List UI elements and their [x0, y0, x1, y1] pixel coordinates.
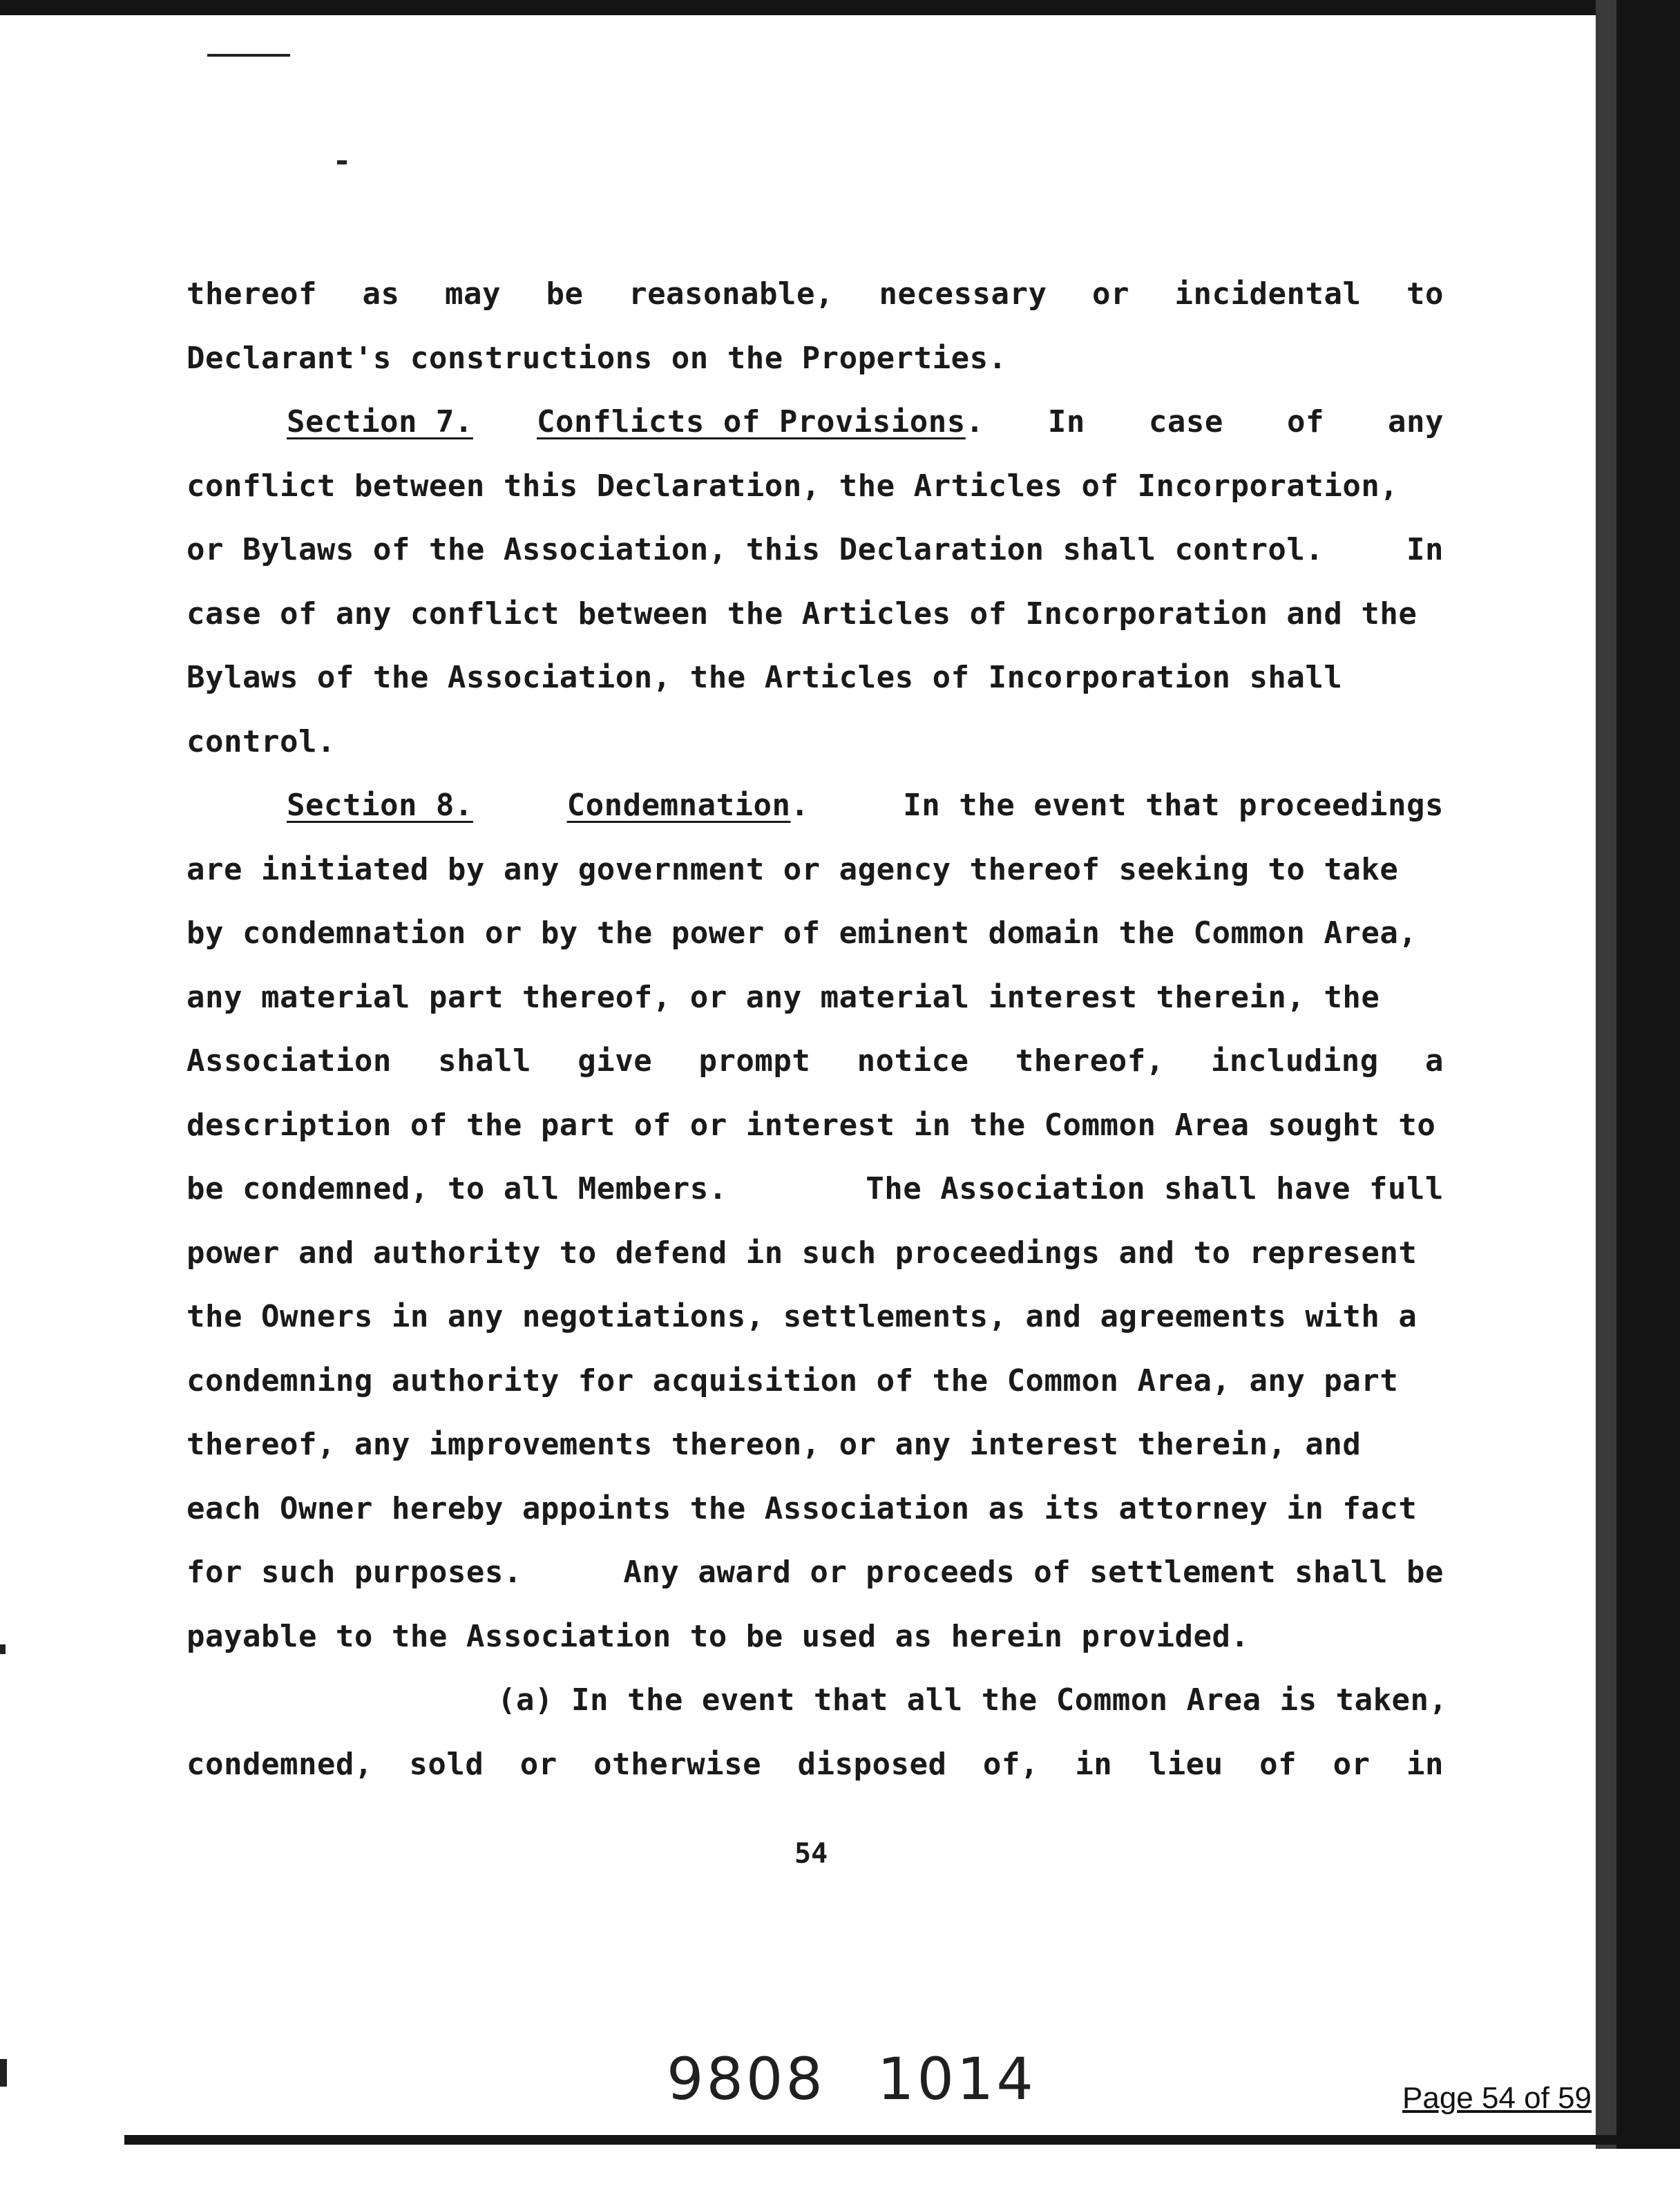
scan-border-bottom: [124, 2135, 1680, 2145]
page-number: 54: [794, 1838, 828, 1870]
section-7-number: Section 7.: [287, 404, 473, 439]
text-line: thereof as may be reasonable, necessary or incidental to: [187, 276, 1444, 312]
scan-border-right-shadow: [1596, 0, 1616, 2149]
section-8-heading-line: Section 8. Condemnation. In the event that proceedings: [187, 774, 1444, 838]
document-body: [187, 263, 1448, 1796]
text-line: conflict between this Declaration, the Articles of Incorporation,: [187, 468, 1399, 504]
scan-border-top: [0, 0, 1680, 15]
scan-speck: [207, 54, 290, 57]
text-line: for such purposes. Any award or proceeds of settlement shall be: [187, 1555, 1444, 1590]
text-line: Bylaws of the Association, the Articles of Incorporation shall: [187, 660, 1343, 695]
section-7-title: Conflicts of Provisions: [536, 404, 966, 439]
text-line: are initiated by any government or agency thereof seeking to take: [187, 851, 1399, 887]
section-8-number: Section 8.: [287, 788, 473, 823]
text-line: Declarant's constructions on the Properties.: [187, 340, 1007, 376]
scan-border-right: [1616, 0, 1680, 2149]
subsection-a-line: [187, 1669, 1448, 1733]
text-line: by condemnation or by the power of eminent domain the Common Area,: [187, 915, 1418, 951]
recording-book-number: 9808: [667, 2045, 825, 2113]
scan-speck: [337, 160, 347, 164]
text-line: power and authority to defend in such proceedings and to represent: [187, 1235, 1418, 1271]
text-line: condemning authority for acquisition of the Common Area, any part: [187, 1363, 1399, 1398]
text-line: or Bylaws of the Association, this Declaration shall control. In: [187, 532, 1444, 567]
page-of-indicator: Page 54 of 59: [1402, 2081, 1592, 2115]
text-line: each Owner hereby appoints the Association as its attorney in fact: [187, 1490, 1418, 1526]
section-7-heading-line: Section 7. Conflicts of Provisions. In case of any: [187, 390, 1444, 455]
text-line: payable to the Association to be used as herein provided.: [187, 1618, 1250, 1654]
text-line: condemned, sold or otherwise disposed of, in lieu of or in: [187, 1746, 1444, 1782]
text-line: control.: [187, 723, 336, 759]
text-line: description of the part of or interest in the Common Area sought to: [187, 1107, 1436, 1143]
scan-speck: [0, 1644, 6, 1654]
text-line: the Owners in any negotiations, settlements, and agreements with a: [187, 1299, 1418, 1334]
recording-page-number: 1014: [877, 2045, 1036, 2113]
subsection-a-label: (a): [497, 1682, 553, 1718]
scan-speck: [0, 2059, 7, 2087]
text-line: be condemned, to all Members. The Association shall have full: [187, 1171, 1444, 1206]
text-line: thereof, any improvements thereon, or any interest therein, and: [187, 1427, 1362, 1462]
text-line: Association shall give prompt notice thereof, including a: [187, 1043, 1444, 1079]
text-line: any material part thereof, or any material interest therein, the: [187, 979, 1380, 1015]
text-line: case of any conflict between the Articles of Incorporation and the: [187, 596, 1418, 632]
subsection-a-text: In the event that all the Common Area is taken,: [571, 1682, 1448, 1718]
section-8-title: Condemnation: [566, 788, 791, 823]
